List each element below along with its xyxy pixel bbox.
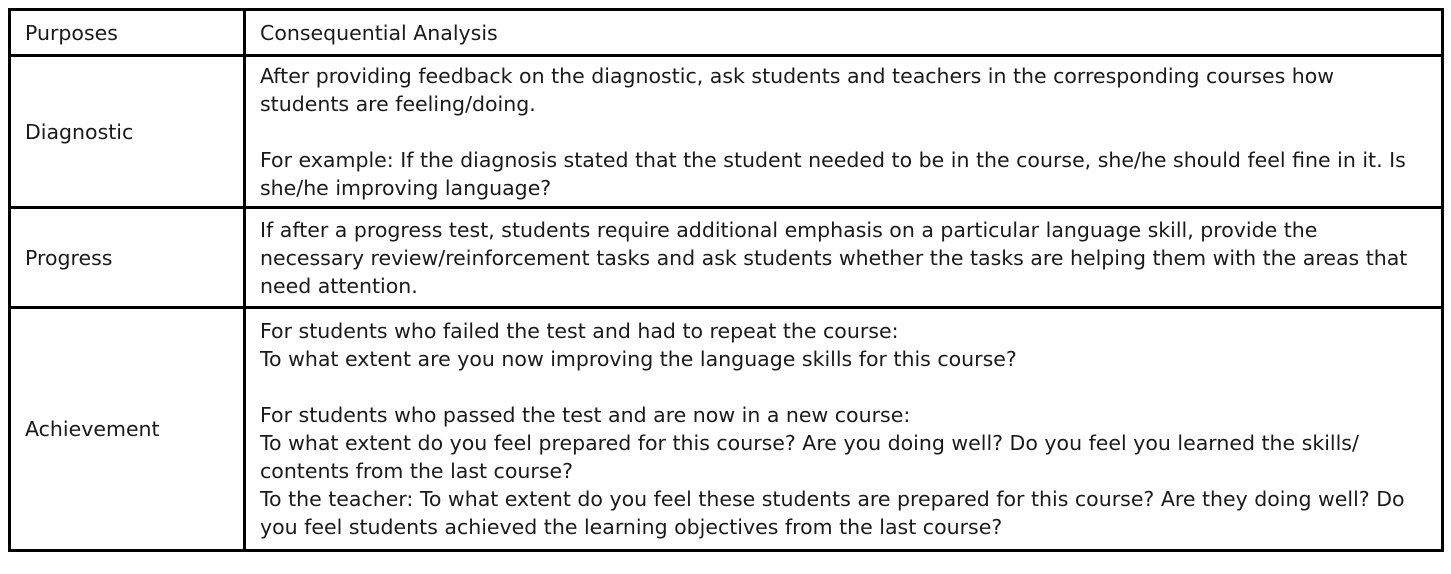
text-line: For students who passed the test and are now in a new course:	[260, 403, 911, 427]
consequential-analysis-table	[8, 8, 1444, 552]
header-row	[10, 10, 1443, 56]
analysis-paragraph	[260, 216, 1429, 300]
paragraph-spacer	[260, 373, 1429, 401]
text-line: To what extent do you feel prepared for this course? Are you doing well? Do you feel you learned the skills/	[260, 431, 1359, 455]
purpose-cell-diagnostic: Diagnostic	[10, 56, 245, 208]
text-line: If after a progress test, students require additional emphasis on a particular language skill, provide the	[260, 217, 1318, 242]
text-line: you feel students achieved the learning objectives from the last course?	[260, 515, 1003, 539]
analysis-cell-achievement	[245, 308, 1443, 551]
purpose-cell-progress: Progress	[10, 208, 245, 308]
table-row-progress	[10, 208, 1443, 308]
text-line: To what extent are you now improving the language skills for this course?	[260, 347, 1017, 371]
text-line: For students who failed the test and had to repeat the course:	[260, 319, 899, 343]
analysis-paragraph	[260, 146, 1429, 202]
paragraph-spacer	[260, 118, 1429, 146]
analysis-paragraph	[260, 317, 1429, 373]
analysis-cell-progress	[245, 208, 1443, 308]
analysis-cell-diagnostic	[245, 56, 1443, 208]
text-line: necessary review/reinforcement tasks and ask students whether the tasks are helping them with the areas that	[260, 245, 1408, 270]
table-row-achievement	[10, 308, 1443, 551]
header-consequential-analysis: Consequential Analysis	[245, 10, 1443, 56]
text-line: For example: If the diagnosis stated that the student needed to be in the course, she/he should feel fine in it. Is	[260, 147, 1406, 172]
text-line: After providing feedback on the diagnostic, ask students and teachers in the corresponding courses how	[260, 63, 1335, 88]
text-line: she/he improving language?	[260, 175, 552, 200]
table-row-diagnostic	[10, 56, 1443, 208]
purpose-cell-achievement: Achievement	[10, 308, 245, 551]
text-line: students are feeling/doing.	[260, 91, 536, 116]
text-line: To the teacher: To what extent do you feel these students are prepared for this course? Are they doing well? Do	[260, 487, 1405, 511]
header-purposes: Purposes	[10, 10, 245, 56]
text-line: need attention.	[260, 273, 418, 298]
text-line: contents from the last course?	[260, 459, 573, 483]
analysis-paragraph	[260, 401, 1429, 541]
analysis-paragraph	[260, 62, 1429, 118]
